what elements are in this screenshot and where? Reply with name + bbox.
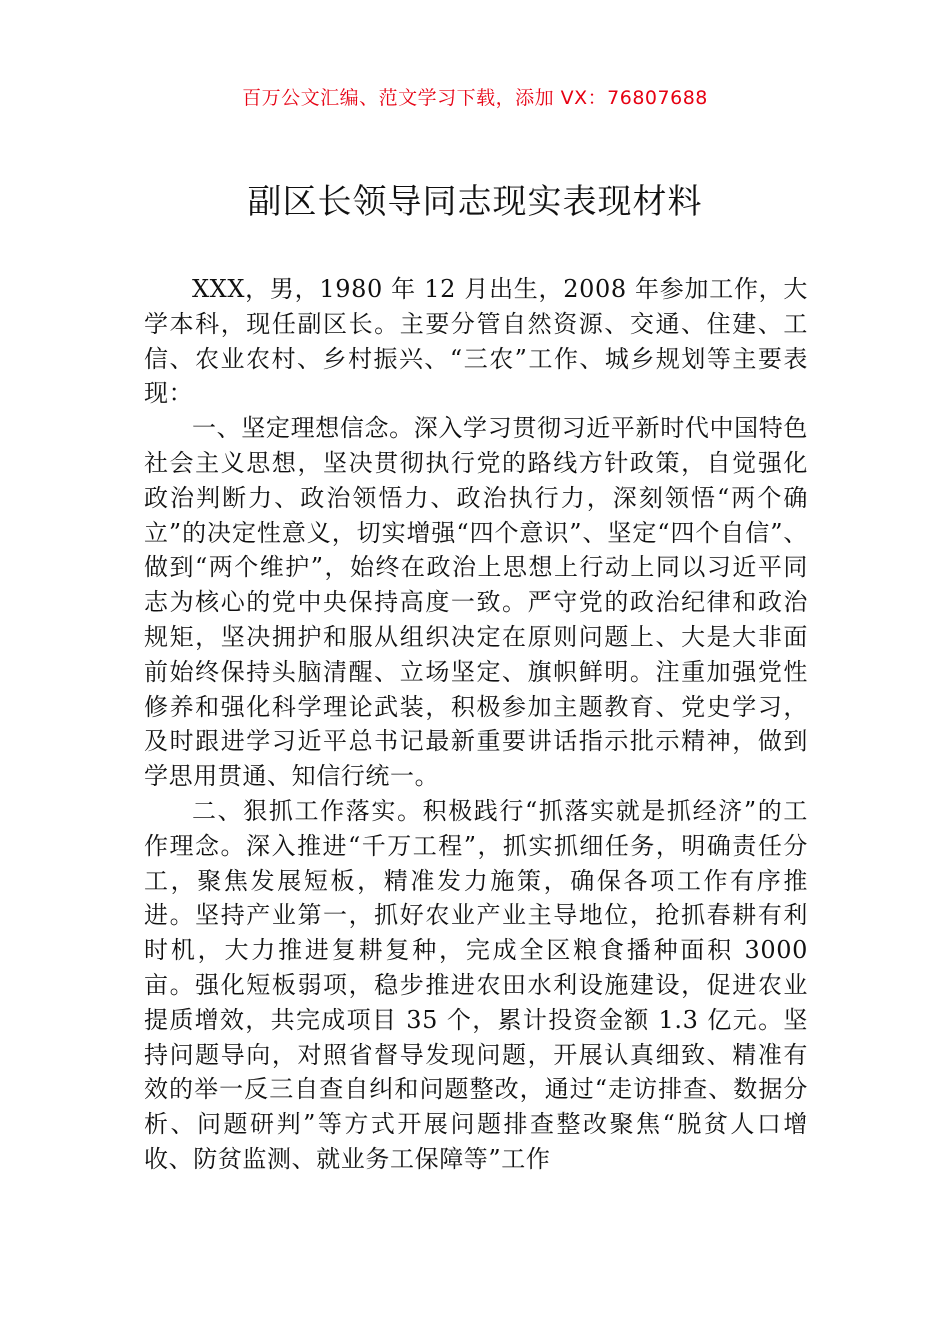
header-note: 百万公文汇编、范文学习下载，添加 VX：76807688 <box>242 87 708 109</box>
paragraph-section-2: 二、狠抓工作落实。积极践行“抓落实就是抓经济”的工作理念。深入推进“千万工程”，抓实抓细任务，明确责任分工，聚焦发展短板，精准发力施策，确保各项工作有序推进。坚持产业第一，抓好农业产业主导地位，抢抓春耕有利时机，大力推进复耕复种，完成全区粮食播种面积 3000 亩。强化短板弱项，稳步推进农田水利设施建设，促进农业提质增效，共完成项目 35 个，累计投资金额 1.3 亿元。坚持问题导向，对照省督导发现问题，开展认真细致、精准有效的举一反三自查自纠和问题整改，通过“走访排查、数据分析、问题研判”等方式开展问题排查整改聚焦“脱贫人口增收、防贫监测、就业务工保障等”工作 <box>144 796 808 1173</box>
paragraph-section-1: 一、坚定理想信念。深入学习贯彻习近平新时代中国特色社会主义思想，坚决贯彻执行党的路线方针政策，自觉强化政治判断力、政治领悟力、政治执行力，深刻领悟“两个确立”的决定性意义，切实增强“四个意识”、坚定“四个自信”、做到“两个维护”，始终在政治上思想上行动上同以习近平同志为核心的党中央保持高度一致。严守党的政治纪律和政治规矩，坚决拥护和服从组织决定在原则问题上、大是大非面前始终保持头脑清醒、立场坚定、旗帜鲜明。注重加强党性修养和强化科学理论武装，积极参加主题教育、党史学习，及时跟进学习近平总书记最新重要讲话指示批示精神，做到学思用贯通、知信行统一。 <box>144 414 808 791</box>
document-body <box>144 272 808 1177</box>
document-title: 副区长领导同志现实表现材料 <box>247 182 703 222</box>
paragraph-intro: XXX，男，1980 年 12 月出生，2008 年参加工作，大学本科，现任副区长。主要分管自然资源、交通、住建、工信、农业农村、乡村振兴、“三农”工作、城乡规划等主要表现： <box>144 275 808 408</box>
